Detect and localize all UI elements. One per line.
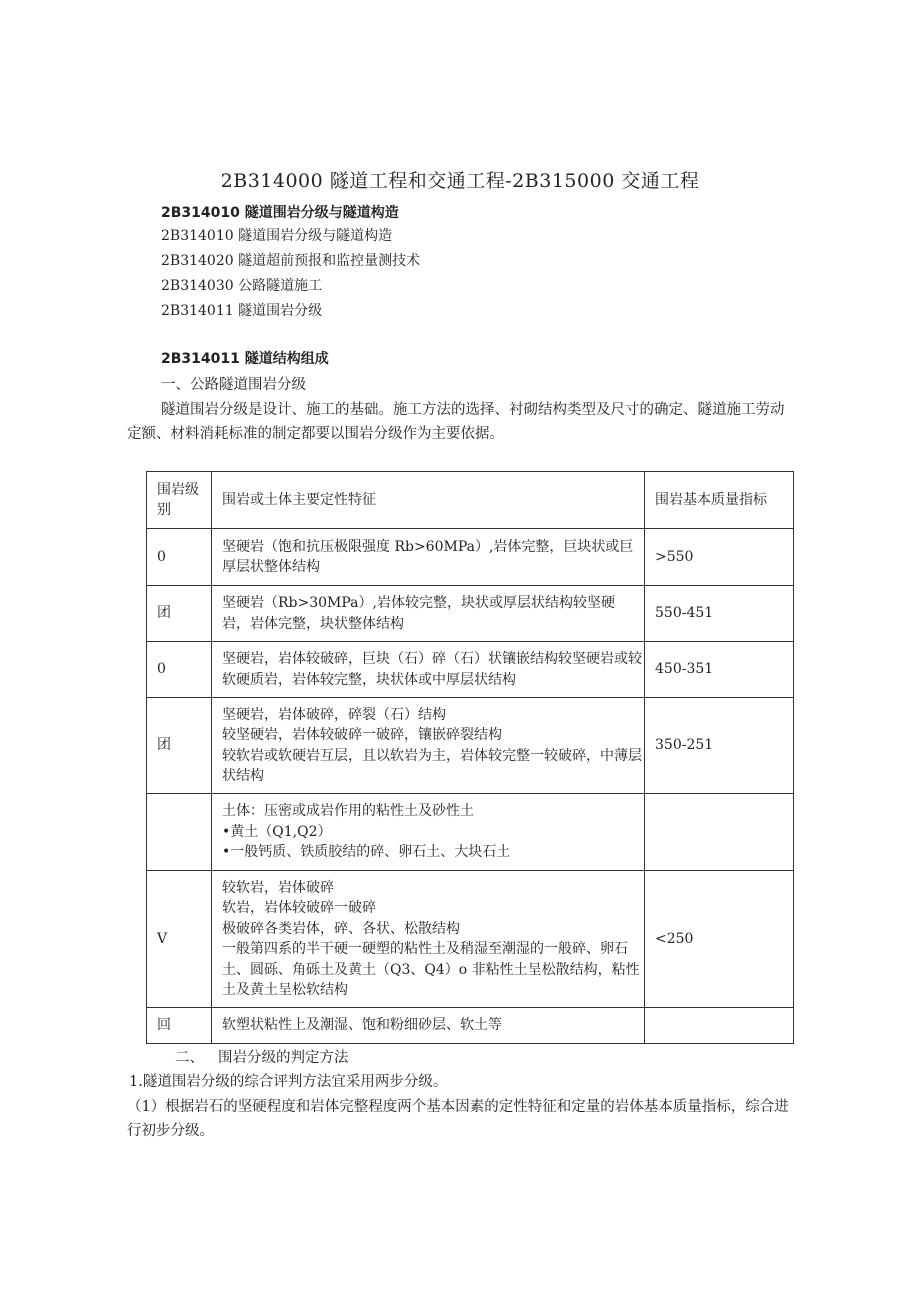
index-cell: 550-451 xyxy=(645,586,794,642)
grade-cell: 团 xyxy=(147,698,212,794)
grade-cell xyxy=(147,794,212,871)
features-cell: 较软岩，岩体破碎 软岩，岩体较破碎一破碎 极破碎各类岩体，碎、各状、松散结构 一般第四系的半干硬一硬塑的粘性土及稍湿至潮湿的一般碎、卵石土、圆砾、角砾土及黄土（Q3、Q4）o 非粘性土呈松散结构，粘性土及黄土呈松软结构 xyxy=(212,871,645,1008)
table-row xyxy=(147,642,794,698)
index-cell: 450-351 xyxy=(645,642,794,698)
table-row xyxy=(147,586,794,642)
intro-paragraph: 隧道围岩分级是设计、施工的基础。施工方法的选择、衬砌结构类型及尺寸的确定、隧道施工劳动定额、材料消耗标准的制定都要以围岩分级作为主要依据。 xyxy=(127,402,785,442)
index-cell xyxy=(645,794,794,871)
grade-cell: V xyxy=(147,871,212,1008)
subsection-title: 围岩分级的判定方法 xyxy=(218,1050,349,1066)
grade-cell: 团 xyxy=(147,586,212,642)
table-row xyxy=(147,871,794,1008)
subsection-heading: 一、公路隧道围岩分级 xyxy=(161,377,306,393)
toc-item: 2B314020 隧道超前预报和监控量测技术 xyxy=(161,253,421,269)
body-paragraph: （1）根据岩石的坚硬程度和岩体完整程度两个基本因素的定性特征和定量的岩体基本质量指标，综合进行初步分级。 xyxy=(127,1099,789,1139)
rock-grade-table xyxy=(146,471,794,1044)
subsection-number: 二、 xyxy=(175,1050,204,1066)
features-cell: 软塑状粘性上及潮湿、饱和粉细砂层、软土等 xyxy=(212,1008,645,1044)
table-row xyxy=(147,794,794,871)
header-features: 围岩或土体主要定性特征 xyxy=(212,472,645,529)
header-grade: 围岩级别 xyxy=(147,472,212,529)
index-cell xyxy=(645,1008,794,1044)
grade-cell: 0 xyxy=(147,529,212,586)
table-header-row xyxy=(147,472,794,529)
grade-cell: 回 xyxy=(147,1008,212,1044)
features-cell: 坚硬岩（饱和抗压极限强度 Rb>60MPa）,岩体完整，巨块状或巨厚层状整体结构 xyxy=(212,529,645,586)
index-cell: 350-251 xyxy=(645,698,794,794)
subsection-heading-2 xyxy=(175,1046,349,1067)
toc-heading: 2B314010 隧道围岩分级与隧道构造 xyxy=(161,205,399,221)
table-row xyxy=(147,1008,794,1044)
index-cell: <250 xyxy=(645,871,794,1008)
toc-item: 2B314030 公路隧道施工 xyxy=(161,278,323,294)
body-paragraph: 1.隧道围岩分级的综合评判方法宜采用两步分级。 xyxy=(129,1074,448,1090)
table-row xyxy=(147,698,794,794)
toc-item: 2B314011 隧道围岩分级 xyxy=(161,303,323,319)
features-cell: 坚硬岩，岩体破碎，碎裂（石）结构 较坚硬岩，岩体较破碎一破碎，镶嵌碎裂结构 较软岩或软硬岩互层，且以软岩为主，岩体较完整一较破碎，中薄层状结构 xyxy=(212,698,645,794)
table-row xyxy=(147,529,794,586)
page-title: 2B314000 隧道工程和交通工程-2B315000 交通工程 xyxy=(220,170,700,192)
features-cell: 土体：压密或成岩作用的粘性土及砂性土 •黄土（Q1,Q2） •一般钙质、铁质胶结的碎、卵石土、大块石土 xyxy=(212,794,645,871)
features-cell: 坚硬岩，岩体较破碎，巨块（石）碎（石）状镶嵌结构较坚硬岩或较软硬质岩，岩体较完整，块状体或中厚层状结构 xyxy=(212,642,645,698)
section-heading: 2B314011 隧道结构组成 xyxy=(161,351,329,367)
index-cell: >550 xyxy=(645,529,794,586)
toc-item: 2B314010 隧道围岩分级与隧道构造 xyxy=(161,228,393,244)
header-index: 围岩基本质量指标 xyxy=(645,472,794,529)
grade-cell: 0 xyxy=(147,642,212,698)
features-cell: 坚硬岩（Rb>30MPa）,岩体较完整，块状或厚层状结构较坚硬岩，岩体完整，块状整体结构 xyxy=(212,586,645,642)
